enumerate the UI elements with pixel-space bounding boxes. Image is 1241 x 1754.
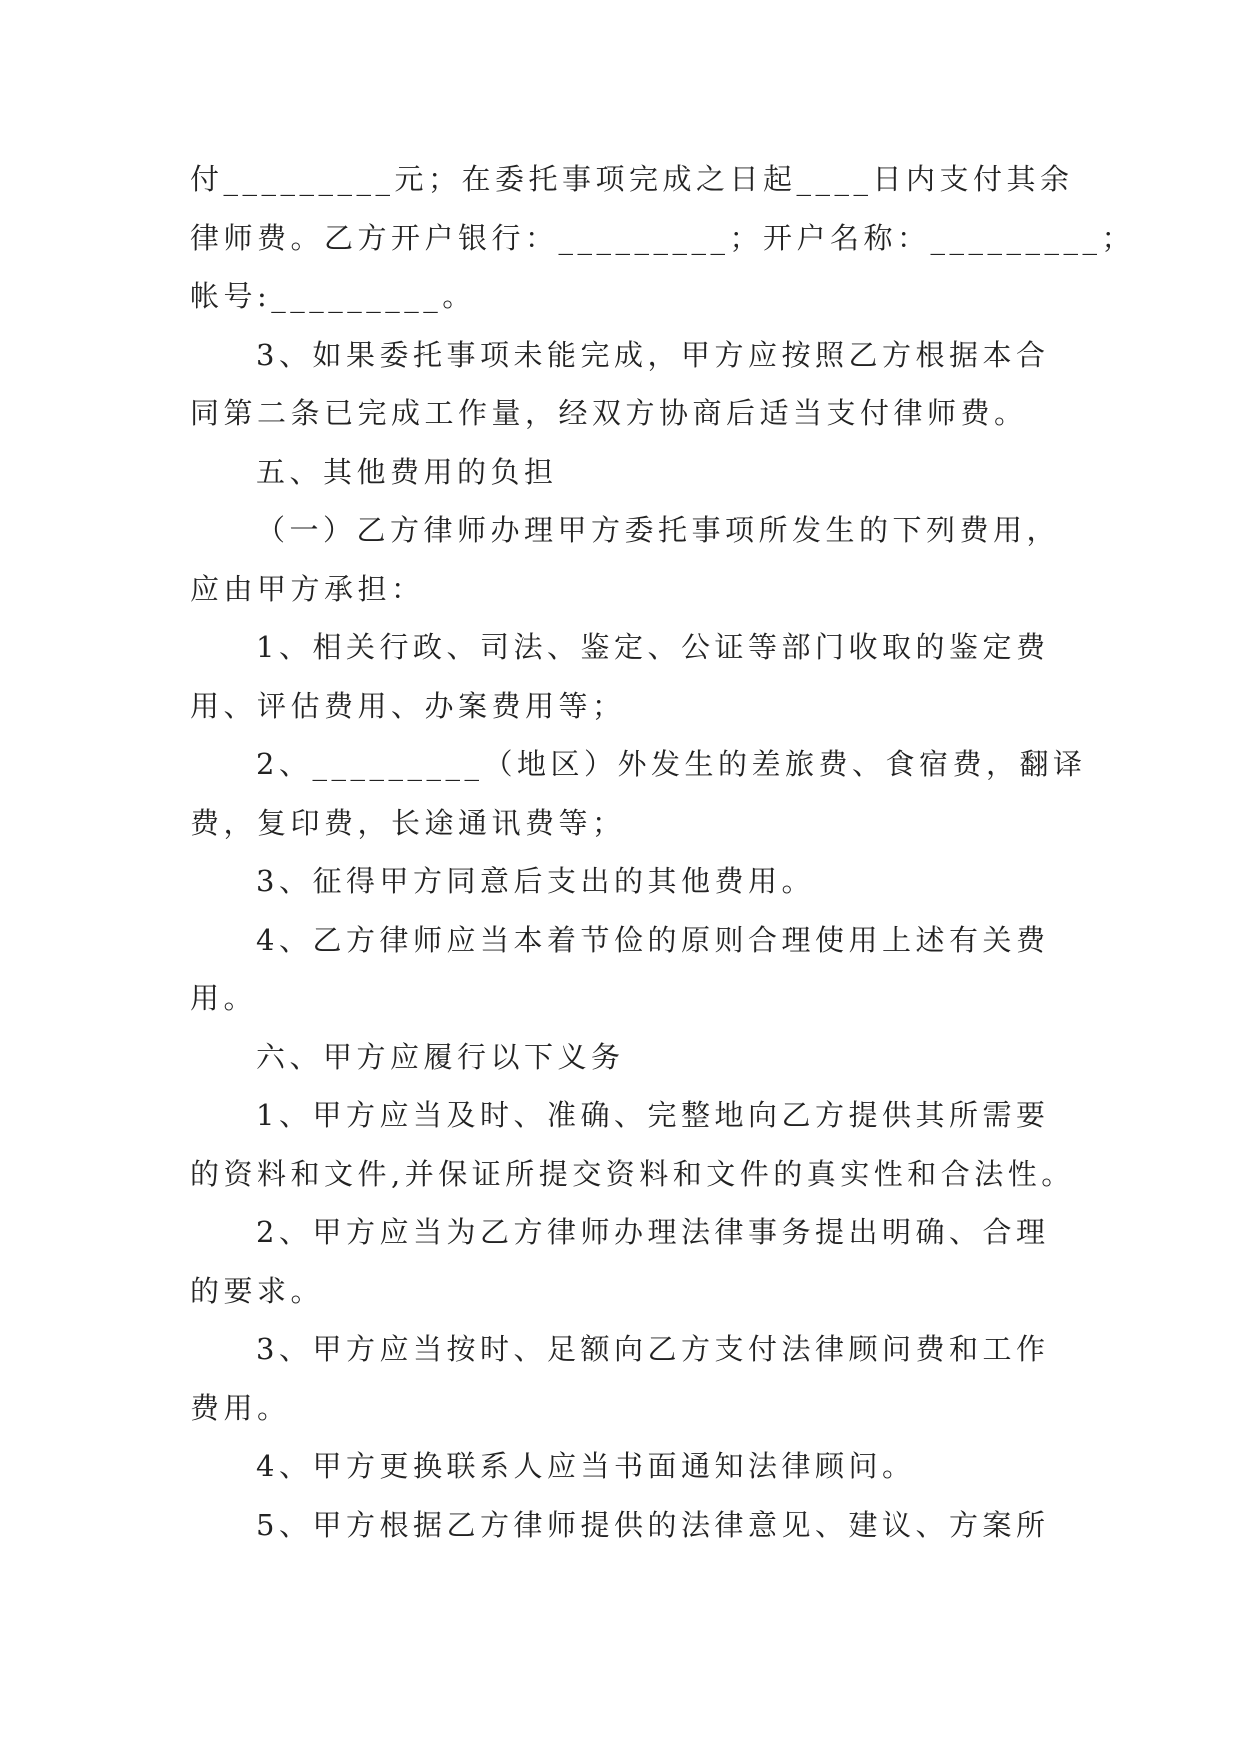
document-text-line: 用、评估费用、办案费用等； xyxy=(190,688,626,723)
document-text-line: 的要求。 xyxy=(190,1273,325,1308)
document-text-line: 应由甲方承担： xyxy=(190,571,425,606)
document-text-line: 用。 xyxy=(190,981,258,1015)
document-text-line: 帐号:_________。 xyxy=(190,279,476,313)
document-text-line: 1、相关行政、司法、鉴定、公证等部门收取的鉴定费 xyxy=(256,630,1050,664)
document-text-line: 2、甲方应当为乙方律师办理法律事务提出明确、合理 xyxy=(256,1215,1050,1249)
document-text-line: 4、甲方更换联系人应当书面通知法律顾问。 xyxy=(256,1449,916,1483)
document-text-line: 2、_________（地区）外发生的差旅费、食宿费，翻译 xyxy=(256,747,1087,781)
document-text-line: 5、甲方根据乙方律师提供的法律意见、建议、方案所 xyxy=(256,1507,1050,1542)
document-text-line: 六、甲方应履行以下义务 xyxy=(256,1039,625,1074)
document-text-line: 4、乙方律师应当本着节俭的原则合理使用上述有关费 xyxy=(256,922,1050,957)
document-text-line: 费，复印费，长途通讯费等； xyxy=(190,805,626,840)
document-text-line: 付_________元；在委托事项完成之日起____日内支付其余 xyxy=(190,162,1074,196)
document-text-line: 3、征得甲方同意后支出的其他费用。 xyxy=(256,864,815,898)
document-text-line: 的资料和文件,并保证所提交资料和文件的真实性和合法性。 xyxy=(190,1156,1075,1191)
document-text-line: 同第二条已完成工作量，经双方协商后适当支付律师费。 xyxy=(190,396,1028,430)
document-text-line: 费用。 xyxy=(190,1390,291,1425)
document-text-line: 1、甲方应当及时、准确、完整地向乙方提供其所需要 xyxy=(256,1098,1050,1132)
document-text-line: 3、甲方应当按时、足额向乙方支付法律顾问费和工作 xyxy=(256,1332,1050,1366)
document-text-line: 五、其他费用的负担 xyxy=(256,454,558,489)
document-body xyxy=(190,150,1136,1554)
document-text-line: （一）乙方律师办理甲方委托事项所发生的下列费用， xyxy=(256,513,1061,547)
document-text-line: 3、如果委托事项未能完成，甲方应按照乙方根据本合 xyxy=(256,337,1050,372)
document-text-line: 律师费。乙方开户银行：_________；开户名称：_________； xyxy=(190,220,1136,255)
